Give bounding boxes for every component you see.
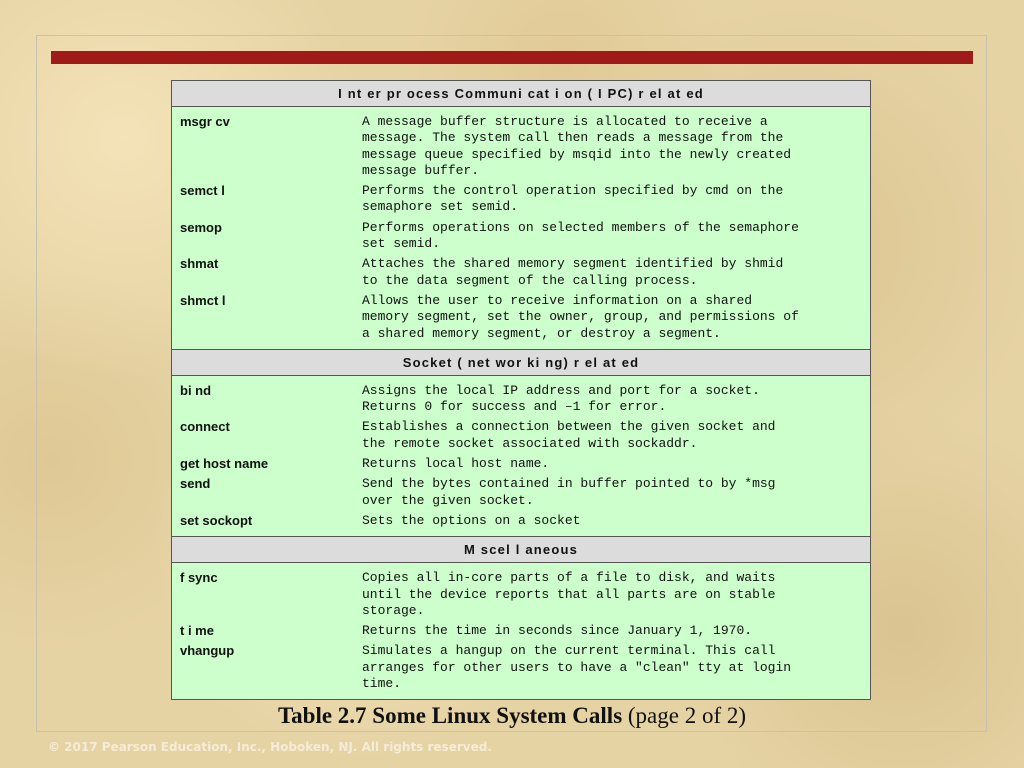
table-row bbox=[172, 383, 870, 416]
title-accent-bar bbox=[51, 51, 973, 64]
syscall-description: Sets the options on a socket bbox=[362, 512, 581, 528]
syscall-description: Copies all in-core parts of a file to disk, and waits until the device reports that all parts are on stable storage. bbox=[362, 570, 776, 618]
syscall-description: Allows the user to receive information on a shared memory segment, set the owner, group, and permissions of a shared memory segment, or destroy a segment. bbox=[362, 292, 799, 341]
syscall-name: set sockopt bbox=[180, 512, 253, 528]
syscall-description: Assigns the local IP address and port for a socket. Returns 0 for success and –1 for error. bbox=[362, 382, 760, 415]
table-row bbox=[172, 114, 870, 179]
table-row bbox=[172, 419, 870, 452]
syscall-description: Performs the control operation specified by cmd on the semaphore set semid. bbox=[362, 183, 784, 215]
table-row bbox=[172, 293, 870, 342]
section-body-ipc bbox=[172, 107, 870, 350]
syscall-name: f sync bbox=[180, 570, 218, 586]
syscall-name: shmct l bbox=[180, 292, 226, 308]
syscall-name: vhangup bbox=[180, 643, 235, 659]
syscall-description: A message buffer structure is allocated to receive a message. The system call then reads a message from the message queue specified by msqid into the newly created message buffer. bbox=[362, 114, 792, 178]
table-row bbox=[172, 183, 870, 216]
syscall-name: shmat bbox=[180, 256, 219, 272]
caption-page-indicator: (page 2 of 2) bbox=[622, 703, 747, 728]
table-caption bbox=[0, 703, 1024, 729]
syscall-description: Returns local host name. bbox=[362, 456, 550, 472]
syscall-description: Simulates a hangup on the current terminal. This call arranges for other users to have a "clean" tty at login time. bbox=[362, 643, 792, 692]
system-calls-table bbox=[171, 80, 871, 700]
section-header-socket: Socket ( net wor ki ng) r el at ed bbox=[172, 350, 870, 376]
section-header-ipc: I nt er pr ocess Communi cat i on ( I PC) r el at ed bbox=[172, 81, 870, 107]
table-row bbox=[172, 220, 870, 253]
table-row bbox=[172, 513, 870, 529]
table-row bbox=[172, 456, 870, 472]
table-row bbox=[172, 623, 870, 639]
table-row bbox=[172, 643, 870, 692]
table-row bbox=[172, 570, 870, 619]
section-body-misc bbox=[172, 563, 870, 699]
syscall-name: semop bbox=[180, 219, 222, 235]
caption-title: Table 2.7 Some Linux System Calls bbox=[277, 703, 623, 728]
table-row bbox=[172, 476, 870, 509]
syscall-name: connect bbox=[180, 419, 230, 435]
syscall-description: Establishes a connection between the given socket and the remote socket associated with sockaddr. bbox=[362, 419, 776, 451]
syscall-name: t i me bbox=[180, 623, 214, 639]
syscall-description: Attaches the shared memory segment identified by shmid to the data segment of the calling process. bbox=[362, 256, 784, 288]
syscall-name: semct l bbox=[180, 183, 225, 199]
table-row bbox=[172, 256, 870, 289]
section-body-socket bbox=[172, 376, 870, 537]
syscall-description: Returns the time in seconds since January 1, 1970. bbox=[362, 623, 753, 639]
syscall-description: Send the bytes contained in buffer pointed to by *msg over the given socket. bbox=[362, 476, 776, 508]
section-header-misc: M scel l aneous bbox=[172, 537, 870, 563]
syscall-name: send bbox=[180, 476, 211, 492]
copyright-notice: © 2017 Pearson Education, Inc., Hoboken, NJ. All rights reserved. bbox=[48, 740, 492, 754]
syscall-name: get host name bbox=[180, 456, 269, 472]
syscall-description: Performs operations on selected members of the semaphore set semid. bbox=[362, 219, 799, 252]
syscall-name: msgr cv bbox=[180, 114, 230, 129]
syscall-name: bi nd bbox=[180, 382, 212, 398]
